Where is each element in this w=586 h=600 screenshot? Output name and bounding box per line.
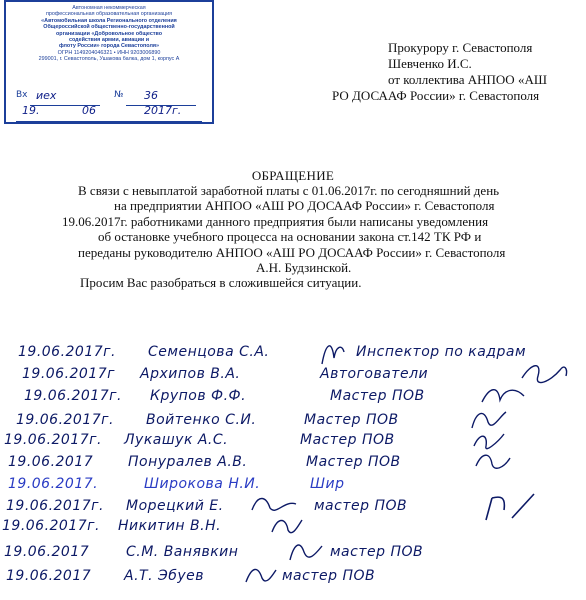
signature-name: Войтенко С.И. [146, 412, 257, 428]
body-line: переданы руководителю АНПОО «АШ РО ДОСААФ России» г. Севастополя [78, 244, 506, 260]
stamp-line: ОГРН 1149204046321 • ИНН 9203006890 [57, 49, 161, 56]
signature-date: 19.06.2017 [6, 568, 92, 584]
signature-position: Мастер ПОВ [306, 454, 401, 470]
signature-name: Никитин В.Н. [118, 518, 222, 534]
addressee-line: от коллектива АНПОО «АШ [388, 72, 547, 87]
stamp-line: содействия армии, авиации и [68, 37, 150, 44]
signature-name: Широкова Н.И. [144, 476, 261, 492]
signature-date: 19.06.2017г. [4, 432, 102, 448]
stamp-underline [16, 121, 202, 122]
organization-stamp [4, 0, 214, 124]
stamp-num-value: 36 [144, 89, 158, 102]
body-line: об остановке учебного процесса на основании закона ст.142 ТК РФ и [98, 229, 482, 245]
stamp-line: Общероссийской общественно-государственной [43, 24, 175, 31]
signature-date: 19.06.2017. [8, 476, 99, 492]
stamp-date-year: 2017г. [144, 104, 182, 117]
signature-position: Автогователи [320, 366, 429, 382]
stamp-date-month: 06 [82, 104, 96, 117]
addressee-block [332, 40, 584, 104]
signature-name: Семенцова С.А. [148, 344, 270, 360]
addressee-line: РО ДОСААФ России» г. Севастополя [332, 88, 540, 103]
stamp-reg-value: иех [36, 89, 57, 102]
handwritten-signature-mark [474, 448, 514, 476]
body-line: В связи с невыплатой заработной платы с 01.06.2017г. по сегодняшний день [78, 183, 500, 198]
handwritten-signature-mark [270, 512, 306, 540]
body-line: Просим Вас разобраться в сложившейся ситуации. [80, 275, 362, 291]
addressee-line: Прокурору г. Севастополя [388, 40, 533, 55]
signature-position: Инспектор по кадрам [356, 344, 527, 360]
stamp-line: флоту России» города Севастополя» [58, 43, 160, 50]
signature-date: 19.06.2017г. [6, 498, 104, 514]
body-line: на предприятии АНПОО «АШ РО ДОСААФ России» г. Севастополя [114, 198, 495, 214]
signature-date: 19.06.2017г. [2, 518, 100, 534]
signature-date: 19.06.2017 [8, 454, 94, 470]
signature-position: мастер ПОВ [330, 544, 424, 560]
signature-row [0, 568, 586, 594]
signature-date: 19.06.2017г. [18, 344, 116, 360]
signature-date: 19.06.2017 [4, 544, 90, 560]
signature-name: Архипов В.А. [140, 366, 241, 382]
signature-name: А.Т. Эбуев [124, 568, 205, 584]
handwritten-signature-mark [318, 338, 348, 368]
body-line: А.Н. Будзинской. [256, 260, 352, 276]
signature-name: Понуралев А.В. [128, 454, 248, 470]
signature-name: Лукашук А.С. [124, 432, 229, 448]
signature-position: мастер ПОВ [314, 498, 408, 514]
document-body [62, 183, 586, 291]
signature-date: 19.06.2017г. [16, 412, 114, 428]
signature-name: Морецкий Е. [126, 498, 224, 514]
signature-position: Мастер ПОВ [330, 388, 425, 404]
handwritten-signature-mark [288, 538, 328, 566]
stamp-num-label: № [114, 90, 124, 100]
stamp-line: организации «Добровольное общество [55, 30, 162, 37]
addressee-line: Шевченко И.С. [388, 56, 472, 71]
handwritten-signature-mark [244, 562, 280, 590]
document-title: ОБРАЩЕНИЕ [251, 168, 335, 183]
signature-position: Шир [310, 476, 345, 492]
signature-date: 19.06.2017г [22, 366, 116, 382]
stamp-line: Автономная некоммерческая [72, 5, 146, 11]
signature-position: Мастер ПОВ [300, 432, 395, 448]
stamp-line: 299001, г. Севастополь, Ушакова балка, дом 1, корпус А [38, 56, 180, 63]
signature-position: Мастер ПОВ [304, 412, 399, 428]
signature-row [0, 544, 586, 570]
signature-name: Крупов Ф.Ф. [150, 388, 247, 404]
signature-name: С.М. Ванявкин [126, 544, 239, 560]
body-line: 19.06.2017г. работниками данного предприятия были написаны уведомления [62, 213, 489, 229]
signature-position: мастер ПОВ [282, 568, 376, 584]
stamp-line: «Автомобильная школа Регионального отделения [41, 17, 177, 24]
stamp-line: профессиональная образовательная организация [45, 11, 173, 18]
stamp-date-day: 19. [22, 104, 40, 117]
stamp-date-row [16, 104, 202, 122]
signature-date: 19.06.2017г. [24, 388, 122, 404]
stamp-reg-label: Вх [16, 90, 28, 100]
